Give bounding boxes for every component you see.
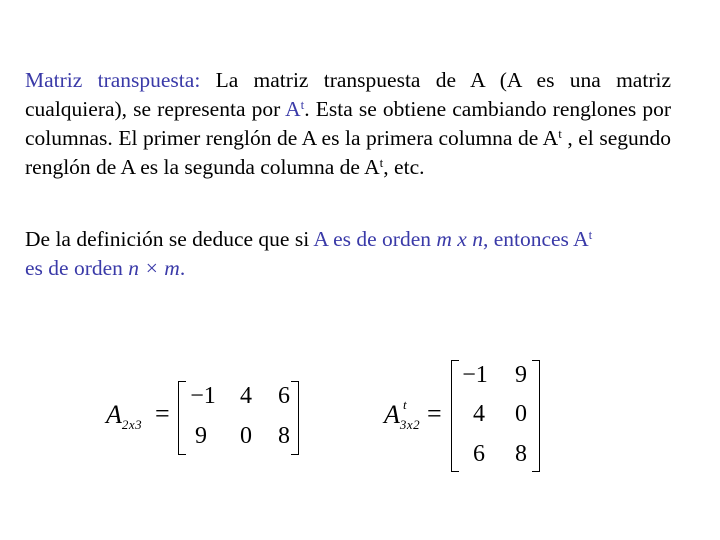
deduction-line2: es de orden n × m. xyxy=(25,256,186,280)
deduction-order-phrase: A es de orden m x n xyxy=(313,227,483,251)
matrix-at-equals: = xyxy=(427,399,442,428)
matrix-a-cell: 6 xyxy=(278,383,290,409)
deduction-text-b: , entonces $A^t$ xyxy=(482,227,593,251)
matrix-a-cell: 8 xyxy=(278,423,290,449)
matrix-at-cell: 4 xyxy=(473,401,485,427)
matrix-a-cell: −1 xyxy=(190,383,216,409)
matrix-a-cell: 4 xyxy=(240,383,252,409)
definition-text-c: , el segundo renglón de A es la segunda columna de A xyxy=(25,126,671,179)
definition-text-d: , etc. xyxy=(383,155,425,179)
matrix-a-equals: = xyxy=(155,399,170,428)
matrix-at-cell: 0 xyxy=(515,401,527,427)
matrix-at-cell: 6 xyxy=(473,441,485,467)
definition-paragraph xyxy=(25,66,671,182)
definition-text-a: La matriz transpuesta de A (A es una matriz cualquiera), se representa por xyxy=(25,68,671,121)
matrix-a-cell: 9 xyxy=(195,423,207,449)
matrix-at-cell: −1 xyxy=(462,362,488,388)
matrix-at-cell: 9 xyxy=(515,362,527,388)
deduction-text-a: De la definición se deduce que si xyxy=(25,227,314,251)
definition-text-b: . Esta se obtiene cambiando renglones por columnas. El primer renglón de A es la primera columna de A xyxy=(25,97,671,150)
sup-b: t xyxy=(558,126,562,141)
matrix-at-cell: 8 xyxy=(515,441,527,467)
matrix-a-cell: 0 xyxy=(240,423,252,449)
sup-c: t xyxy=(379,155,384,170)
deduction-paragraph xyxy=(25,225,671,283)
definition-term: Matriz transpuesta: xyxy=(25,68,201,92)
transpose-symbol: $A^t$ xyxy=(285,97,305,121)
matrix-at-name: A t $_{3x2}$ xyxy=(384,397,421,432)
matrix-a-name: $A_{2x3}$ xyxy=(106,400,143,432)
